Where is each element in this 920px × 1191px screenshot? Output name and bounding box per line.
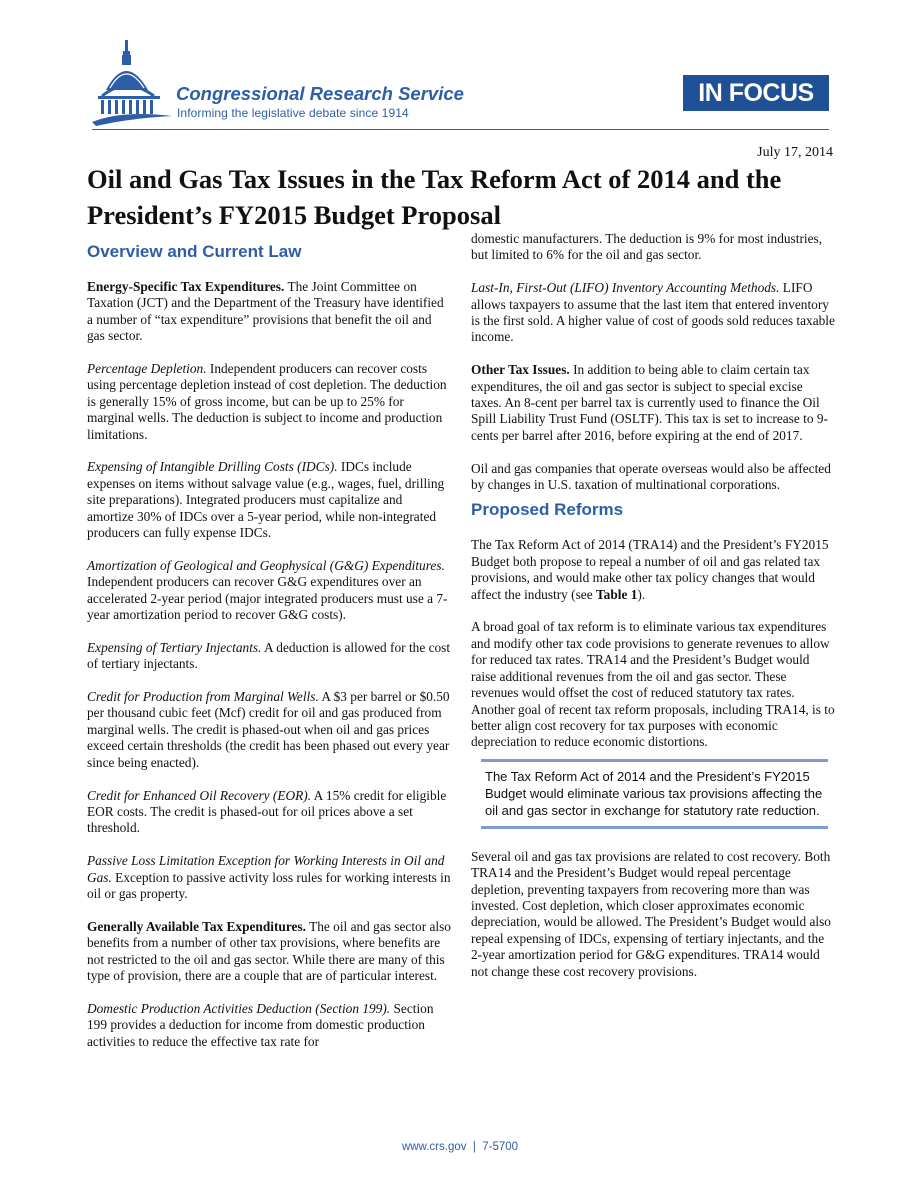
paragraph	[87, 1001, 452, 1050]
run-in-heading: Percentage Depletion.	[87, 361, 207, 377]
paragraph-text: A 15% credit for eligible EOR costs. The credit is phased-out for oil prices above a set threshold.	[87, 787, 447, 836]
paragraph-text: IDCs include expenses on items without salvage value (e.g., wages, fuel, drilling site preparations). Integrated producers must capitalize and amortize 30% of IDCs over a 5-year period, while non-integrated producers can fully expense IDCs.	[87, 459, 445, 541]
run-in-heading: Credit for Enhanced Oil Recovery (EOR).	[87, 787, 312, 803]
run-in-heading: Energy-Specific Tax Expenditures.	[87, 279, 285, 294]
table-reference[interactable]: Table 1	[596, 586, 638, 602]
paragraph-text: A broad goal of tax reform is to eliminate various tax expenditures and modify other tax code provisions to generate revenues to allow for reduced tax rates. TRA14 and the President’s Budget would raise additional revenues from the oil and gas sector. These revenues would offset the cost of reduced statutory tax rates. Another goal of recent tax reform proposals, including TRA14, is to better align cost recovery for tax purposes with economic depreciation to reduce economic distortions.	[471, 619, 835, 750]
paragraph	[87, 689, 452, 771]
run-in-heading: Credit for Production from Marginal Wells.	[87, 689, 319, 705]
run-in-heading: Expensing of Intangible Drilling Costs (IDCs).	[87, 459, 338, 475]
paragraph-text: Independent producers can recover costs using percentage depletion instead of cost depletion. The deduction is generally 15% of gross income, but can be up to 25% for marginal wells. The deduction is subject to income and production limitations.	[87, 361, 447, 442]
publication-date: July 17, 2014	[757, 145, 833, 160]
paragraph-text: The oil and gas sector also benefits from a number of other tax provisions, where benefits are not restricted to the oil and gas sector. While there are many of this type of provision, there are a couple that are of particular interest.	[87, 918, 451, 983]
paragraph	[471, 362, 836, 444]
run-in-heading: Last-In, First-Out (LIFO) Inventory Accounting Methods.	[471, 280, 780, 296]
paragraph	[87, 279, 452, 345]
paragraph	[87, 919, 452, 985]
paragraph	[87, 361, 452, 443]
paragraph	[471, 537, 836, 603]
paragraph-text: The Joint Committee on Taxation (JCT) and the Department of the Treasury have identified a number of “tax expenditure” provisions that benefit the oil and gas sector.	[87, 279, 444, 344]
org-tagline: Informing the legislative debate since 1914	[177, 106, 409, 120]
footer-link[interactable]: www.crs.gov | 7-5700	[401, 1141, 519, 1153]
run-in-heading: Amortization of Geological and Geophysical (G&G) Expenditures.	[87, 557, 445, 573]
capitol-dome-icon	[92, 38, 172, 128]
paragraph	[471, 461, 836, 494]
paragraph-text: In addition to being able to claim certain tax expenditures, the oil and gas sector is subject to special excise taxes. An 8-cent per barrel tax is currently used to finance the Oil Spill Liability Trust Fund (OSLTF). This tax is set to increase to 9-cents per barrel after 2016, before expiring at the end of 2017.	[471, 362, 828, 443]
paragraph-text: Several oil and gas tax provisions are related to cost recovery. Both TRA14 and the President’s Budget would repeal percentage depletion, preventing taxpayers from recovering more than was invested. Cost depletion, which closer approximates economic depreciation, would be allowed. The President’s Budget would also repeal expensing of IDCs, expensing of tertiary injectants, and the 2-year amortization period for G&G expenditures. TRA14 would not change these cost recovery provisions.	[471, 848, 831, 979]
document-title: Oil and Gas Tax Issues in the Tax Reform Act of 2014 and the President’s FY2015 Budget Proposal	[87, 164, 782, 230]
paragraph-text: The Tax Reform Act of 2014 (TRA14) and the President’s FY2015 Budget both propose to repeal a number of oil and gas related tax provisions, and would make other tax policy changes that would affect the industry (see	[471, 537, 829, 602]
section-heading-overview: Overview and Current Law	[87, 242, 302, 261]
paragraph-text: Exception to passive activity loss rules for working interests in oil or gas property.	[87, 869, 451, 901]
paragraph	[87, 788, 452, 837]
paragraph-text: domestic manufacturers. The deduction is 9% for most industries, but limited to 6% for the oil and gas sector.	[471, 231, 823, 263]
paragraph	[87, 640, 452, 673]
callout-box: The Tax Reform Act of 2014 and the President’s FY2015 Budget would eliminate various tax provisions affecting the oil and gas sector in exchange for statutory rate reduction.	[481, 759, 828, 829]
paragraph-text: Section 199 provides a deduction for income from domestic production activities to reduce the effective tax rate for	[87, 1000, 434, 1049]
run-in-heading: Generally Available Tax Expenditures.	[87, 918, 306, 934]
paragraph-text: A deduction is allowed for the cost of tertiary injectants.	[87, 639, 451, 672]
paragraph	[87, 459, 452, 541]
run-in-heading: Other Tax Issues.	[471, 362, 570, 378]
section-heading-proposed-reforms: Proposed Reforms	[471, 500, 624, 520]
right-column	[471, 231, 836, 980]
paragraph-text: A $3 per barrel or $0.50 per thousand cubic feet (Mcf) credit for oil and gas produced from marginal wells. The credit is phased-out when oil and gas prices exceed certain thresholds (the credit has been phased out every year since being enacted).	[87, 689, 450, 770]
header-divider	[92, 129, 829, 130]
org-name: Congressional Research Service	[176, 83, 464, 104]
paragraph-text: Independent producers can recover G&G expenditures over an accelerated 2-year period (major integrated producers must use a 7-year amortization period to recover G&G costs).	[87, 574, 448, 623]
paragraph-text: Oil and gas companies that operate overseas would also be affected by changes in U.S. taxation of multinational corporations.	[471, 460, 831, 493]
left-column	[87, 231, 452, 1050]
paragraph	[471, 231, 836, 264]
paragraph	[471, 849, 836, 980]
crs-logo	[92, 38, 492, 128]
run-in-heading: Expensing of Tertiary Injectants.	[87, 639, 262, 655]
paragraph-text: ).	[637, 586, 646, 602]
paragraph	[471, 619, 836, 750]
paragraph	[87, 853, 452, 902]
paragraph	[471, 280, 836, 346]
run-in-heading: Passive Loss Limitation Exception for Working Interests in Oil and Gas.	[87, 853, 445, 885]
in-focus-badge: IN FOCUS	[683, 75, 829, 111]
paragraph-text: LIFO allows taxpayers to assume that the last item that entered inventory is the first sold. A higher value of cost of goods sold reduces taxable income.	[471, 280, 835, 345]
paragraph	[87, 558, 452, 624]
run-in-heading: Domestic Production Activities Deduction (Section 199).	[87, 1000, 391, 1016]
